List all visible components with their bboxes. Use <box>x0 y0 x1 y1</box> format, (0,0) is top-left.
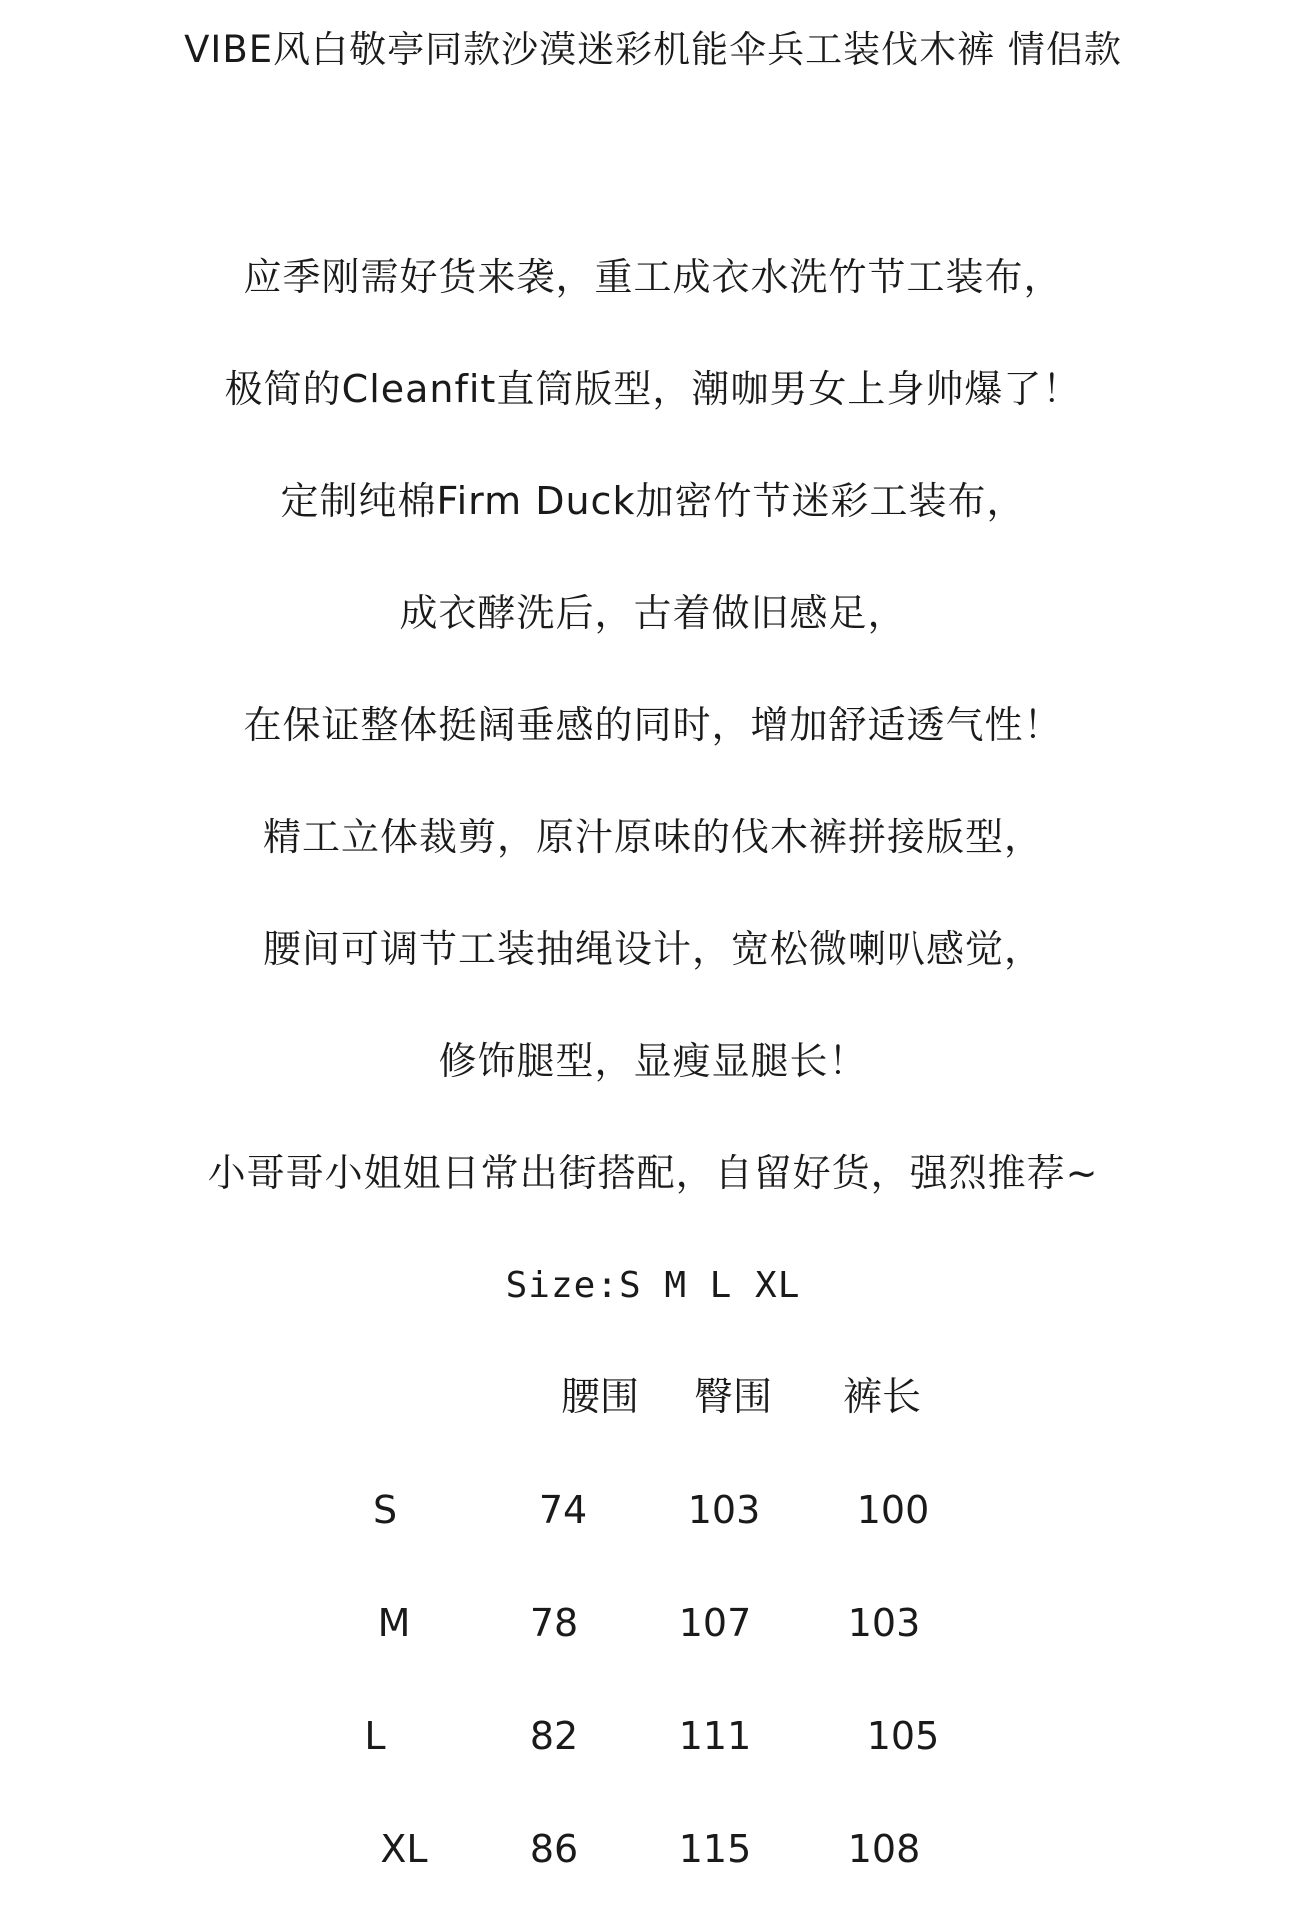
table-row-size: L <box>364 1714 386 1758</box>
description-line: 小哥哥小姐姐日常出街搭配，自留好货，强烈推荐~ <box>207 1151 1099 1195</box>
table-header-length: 裤长 <box>842 1375 922 1420</box>
description-line: 极简的Cleanfit直筒版型，潮咖男女上身帅爆了！ <box>224 367 1082 411</box>
table-header-waist: 腰围 <box>560 1375 640 1420</box>
table-cell-length: 108 <box>847 1827 921 1871</box>
description-line: 在保证整体挺阔垂感的同时，增加舒适透气性！ <box>243 703 1063 747</box>
table-cell-length: 105 <box>866 1714 940 1758</box>
table-cell-waist: 86 <box>529 1827 579 1871</box>
size-options: Size:S M L XL <box>505 1265 801 1306</box>
description-line: 成衣酵洗后，古着做旧感足， <box>399 591 907 635</box>
table-cell-waist: 74 <box>538 1488 588 1532</box>
product-title: VIBE风白敬亭同款沙漠迷彩机能伞兵工装伐木裤 情侣款 <box>184 28 1122 71</box>
table-cell-hip: 111 <box>678 1714 752 1758</box>
table-cell-hip: 107 <box>678 1601 752 1645</box>
table-row-size: S <box>372 1488 398 1532</box>
table-cell-waist: 78 <box>529 1601 579 1645</box>
table-header-hip: 臀围 <box>693 1375 773 1420</box>
table-cell-length: 100 <box>856 1488 930 1532</box>
table-cell-hip: 115 <box>678 1827 752 1871</box>
table-row-size: M <box>377 1601 411 1645</box>
table-cell-waist: 82 <box>529 1714 579 1758</box>
description-line: 腰间可调节工装抽绳设计，宽松微喇叭感觉， <box>262 927 1043 971</box>
description-line: 定制纯棉Firm Duck加密竹节迷彩工装布， <box>280 479 1026 523</box>
table-row-size: XL <box>380 1827 428 1871</box>
description-line: 应季刚需好货来袭，重工成衣水洗竹节工装布， <box>243 255 1063 299</box>
description-line: 精工立体裁剪，原汁原味的伐木裤拼接版型， <box>262 815 1043 859</box>
table-cell-length: 103 <box>847 1601 921 1645</box>
table-cell-hip: 103 <box>687 1488 761 1532</box>
description-line: 修饰腿型，显瘦显腿长！ <box>438 1039 868 1083</box>
